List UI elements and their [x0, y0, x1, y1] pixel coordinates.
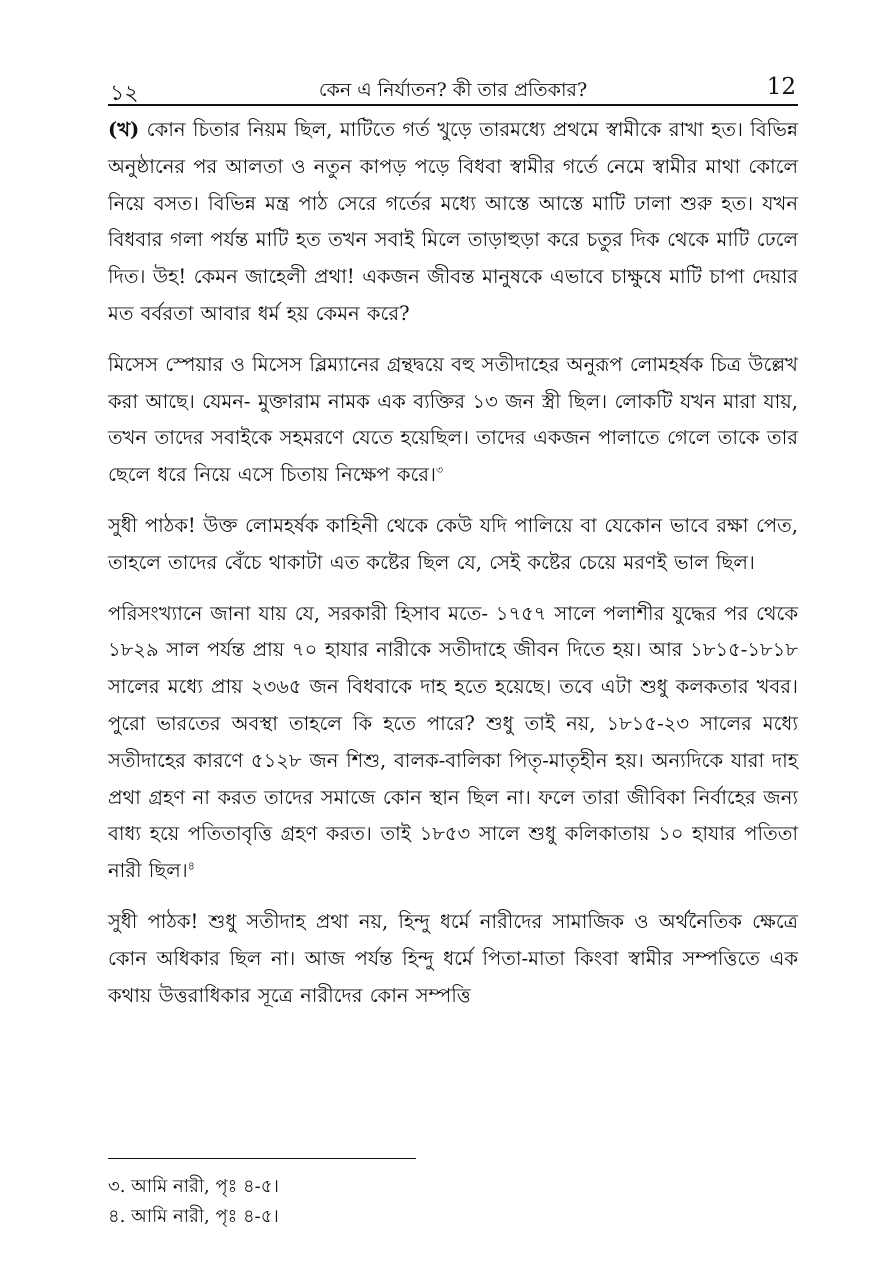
footnote-ref-3: ৩ [436, 463, 444, 477]
body-text [108, 112, 798, 1014]
page-header [108, 70, 798, 106]
paragraph-3-text: সুধী পাঠক! উক্ত লোমহর্ষক কাহিনী থেকে কেউ যদি পালিয়ে বা যেকোন ভাবে রক্ষা পেত, তাহলে তাদের বেঁচে থাকাটা এত কষ্টের ছিল যে, সেই কষ্টের চেয়ে মরণই ভাল ছিল। [108, 513, 798, 574]
paragraph-4 [108, 596, 798, 890]
paragraph-4-text: পরিসংখ্যানে জানা যায় যে, সরকারী হিসাব মতে- ১৭৫৭ সালে পলাশীর যুদ্ধের পর থেকে ১৮২৯ সাল পর্যন্ত প্রায় ৭০ হাযার নারীকে সতীদাহে জীবন দিতে হয়। আর ১৮১৫-১৮১৮ সালের মধ্যে প্রায় ২৩৬৫ জন বিধবাকে দাহ হতে হয়েছে। তবে এটা শুধু কলকতার খবর। পুরো ভারতের অবস্থা তাহলে কি হতে পারে? শুধু তাই নয়, ১৮১৫-২৩ সালের মধ্যে সতীদাহের কারণে ৫১২৮ জন শিশু, বালক-বালিকা পিতৃ-মাতৃহীন হয়। অন্যদিকে যারা দাহ প্রথা গ্রহণ না করত তাদের সমাজে কোন স্থান ছিল না। ফলে তারা জীবিকা নির্বাহের জন্য বাধ্য হয়ে পতিতাবৃত্তি গ্রহণ করত। তাই ১৮৫৩ সালে শুধু কলিকাতায় ১০ হাযার পতিতা নারী ছিল। [108, 601, 798, 883]
paragraph-2-text: মিসেস স্পেয়ার ও মিসেস ব্লিম্যানের গ্রন্থদ্বয়ে বহু সতীদাহের অনুরূপ লোমহর্ষক চিত্র উল্লেখ করা আছে। যেমন- মুক্তারাম নামক এক ব্যক্তির ১৩ জন স্ত্রী ছিল। লোকটি যখন মারা যায়, তখন তাদের সবাইকে সহমরণে যেতে হয়েছিল। তাদের একজন পালাতে গেলে তাকে তার ছেলে ধরে নিয়ে এসে চিতায় নিক্ষেপ করে। [108, 352, 798, 487]
paragraph-1-text: কোন চিতার নিয়ম ছিল, মাটিতে গর্ত খুড়ে তারমধ্যে প্রথমে স্বামীকে রাখা হত। বিভিন্ন অনুষ্ঠানের পর আলতা ও নতুন কাপড় পড়ে বিধবা স্বামীর গর্তে নেমে স্বামীর মাথা কোলে নিয়ে বসত। বিভিন্ন মন্ত্র পাঠ সেরে গর্তের মধ্যে আস্তে আস্তে মাটি ঢালা শুরু হত। যখন বিধবার গলা পর্যন্ত মাটি হত তখন সবাই মিলে তাড়াহুড়া করে চতুর দিক থেকে মাটি ঢেলে দিত। উহ! কেমন জাহেলী প্রথা! একজন জীবন্ত মানুষকে এভাবে চাক্ষুষে মাটি চাপা দেয়ার মত বর্বরতা আবার ধর্ম হয় কেমন করে? [108, 118, 798, 325]
paragraph-2 [108, 347, 798, 494]
paragraph-5-text: সুধী পাঠক! শুধু সতীদাহ প্রথা নয়, হিন্দু ধর্মে নারীদের সামাজিক ও অর্থনৈতিক ক্ষেত্রে কোন অধিকার ছিল না। আজ পর্যন্ত হিন্দু ধর্মে পিতা-মাতা কিংবা স্বামীর সম্পত্তিতে এক কথায় উত্তরাধিকার সূত্রে নারীদের কোন সম্পত্তি [108, 909, 798, 1007]
paragraph-3 [108, 508, 798, 582]
running-title: কেন এ নির্যাতন? কী তার প্রতিকার? [318, 79, 588, 101]
footnote-ref-4: ৪ [187, 859, 195, 873]
footnotes [108, 1172, 798, 1232]
footnote-3: ৩. আমি নারী, পৃঃ ৪-৫। [108, 1176, 279, 1197]
page-number: 12 [766, 74, 796, 100]
document-page [108, 70, 798, 1250]
paragraph-5 [108, 904, 798, 1014]
paragraph-1-lead: (খ) [108, 118, 140, 141]
page-number-bengali: ১২ [110, 81, 139, 106]
footnote-4: ৪. আমি নারী, পৃঃ ৪-৫। [108, 1206, 279, 1227]
paragraph-1 [108, 112, 798, 333]
footnote-divider [108, 1158, 416, 1159]
